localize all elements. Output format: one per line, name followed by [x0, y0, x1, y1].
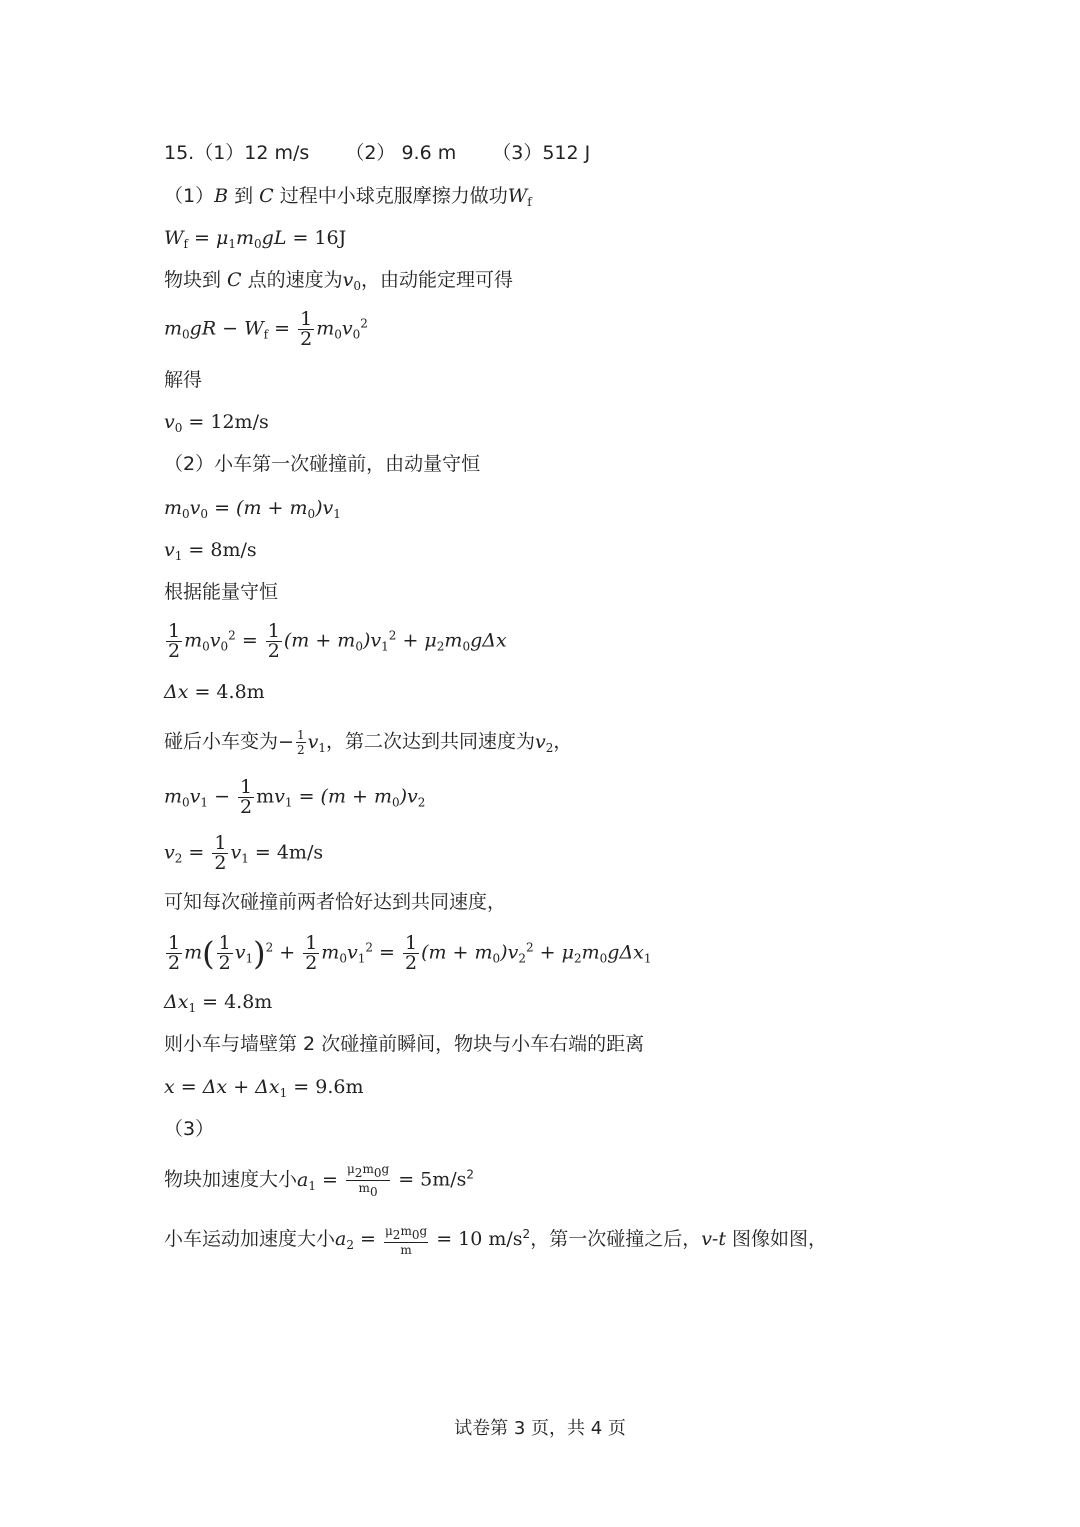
equation-momentum-2: $m_0v_1$ − $\frac{1}{2}$ $mv_1 = (m + m_0)v_2$	[164, 776, 426, 818]
equation-v1: $v_1 = 8m/s$	[164, 539, 257, 563]
equation-energy-theorem: $m_0gR - W_f$ = $\frac{1}{2}$ $m_0v_0^2$	[164, 308, 368, 350]
equation-energy-2: $\frac{1}{2}$ m( $\frac{1}{2}$ $v_1)^2$ + $\frac{1}{2}$ $m_0v_1^2$ = $\frac{1}{2}$ $(m + m_0)v_2^2 + \mu_2m_0g\Delta x_1$	[168, 932, 652, 974]
part1-speed-intro: 物块到 C 点的速度为$v_0$，由动能定理可得	[164, 269, 514, 293]
part2-intro: （2）小车第一次碰撞前，由动量守恒	[164, 453, 481, 475]
part1-intro: （1）B 到 C 过程中小球克服摩擦力做功$W_f$	[164, 185, 532, 209]
equation-a1: 物块加速度大小$a_1$ = $\frac{\mu_2m_0g}{m_0}$ = $5m/s^2$	[164, 1162, 475, 1199]
equation-energy-conservation: $\frac{1}{2}$ $m_0v_0^2$ = $\frac{1}{2}$ $(m + m_0)v_1^2 + \mu_2m_0g\Delta x$	[168, 620, 507, 662]
equation-v2: $v_2$ = $\frac{1}{2}$ $v_1 = 4m/s$	[164, 832, 324, 874]
answer-part-3: （3）512 J	[492, 142, 591, 164]
question-number: 15.	[164, 142, 195, 164]
page-footer: 试卷第 3 页，共 4 页	[454, 1418, 626, 1439]
answer-part-2: （2） 9.6 m	[345, 142, 457, 164]
equation-dx1: $\Delta x_1 = 4.8m$	[164, 991, 273, 1015]
common-velocity-text: 可知每次碰撞前两者恰好达到共同速度，	[164, 891, 507, 913]
equation-friction-work: $W_f = \mu_1m_0gL = 16J$	[164, 227, 347, 251]
distance-text: 则小车与墙壁第 2 次碰撞前瞬间，物块与小车右端的距离	[164, 1033, 645, 1055]
equation-dx: Δx = 4.8m	[164, 681, 265, 703]
equation-distance: $x = \Delta x + \Delta x_1 = 9.6m$	[164, 1076, 364, 1100]
equation-v0: $v_0 = 12m/s$	[164, 411, 269, 435]
solve-label: 解得	[164, 369, 203, 391]
wf-symbol: $W_f$	[507, 185, 532, 209]
energy-conservation-label: 根据能量守恒	[164, 581, 279, 603]
after-collision-text: 碰后小车变为− $\frac{1}{2}$ $v_1$，第二次达到共同速度为$v_2$，	[164, 728, 573, 757]
part3-label: （3）	[164, 1118, 215, 1140]
answer-summary	[164, 141, 590, 165]
equation-momentum: $m_0v_0 = (m + m_0)v_1$	[164, 497, 341, 521]
equation-a2: 小车运动加速度大小$a_2$ = $\frac{\mu_2m_0g}{m}$ = 10 $m/s^2$，第一次碰撞之后，v-t 图像如图，	[164, 1223, 828, 1257]
answer-part-1: （1）12 m/s	[194, 142, 310, 164]
